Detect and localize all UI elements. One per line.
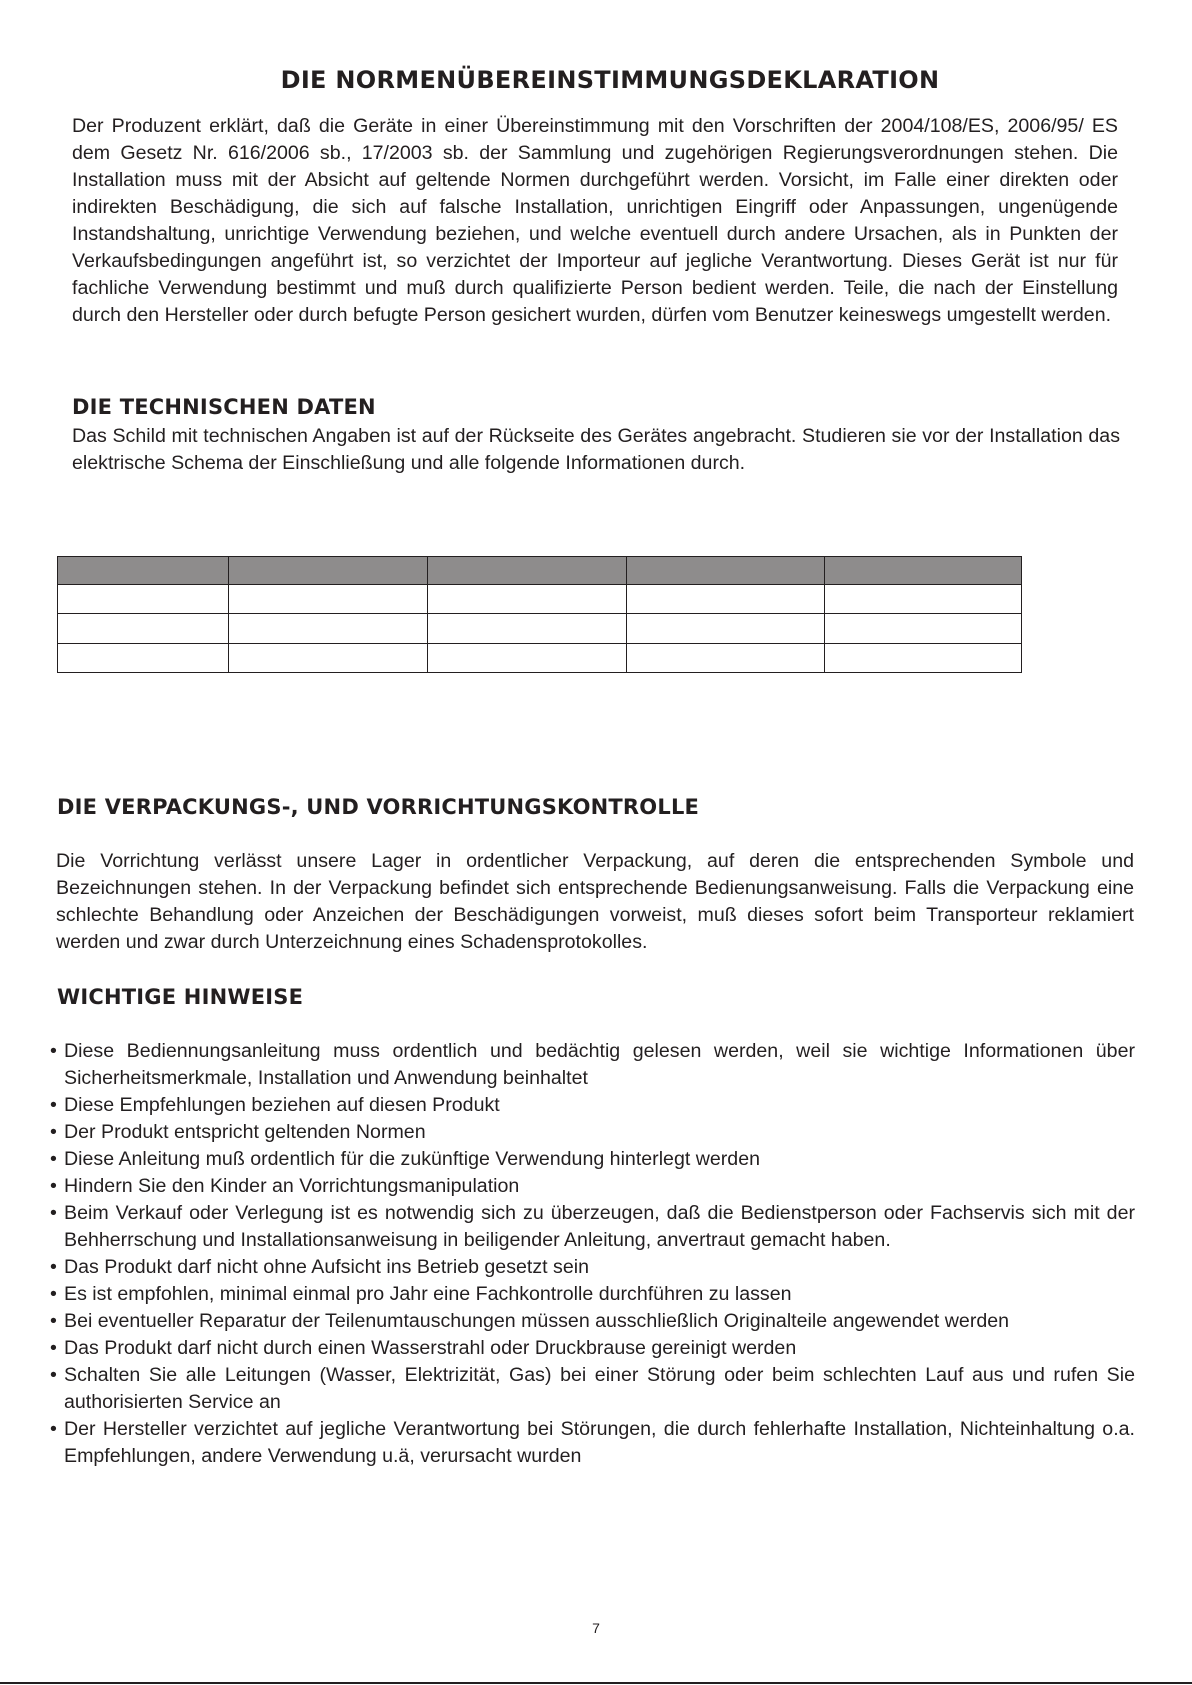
notes-list <box>50 1038 1135 1470</box>
technical-data-paragraph: Das Schild mit technischen Angaben ist auf der Rückseite des Gerätes angebracht. Studieren sie vor der Installation das elektrische Schema der Einschließung und alle folgende Informationen durch. <box>72 425 1120 474</box>
list-item: • Schalten Sie alle Leitungen (Wasser, Elektrizität, Gas) bei einer Störung oder beim schlechten Lauf aus und rufen Sie authorisierten Service an <box>50 1362 1135 1416</box>
list-item: • Diese Bediennungsanleitung muss ordentlich und bedächtig gelesen werden, weil sie wichtige Informationen über Sicherheitsmerkmale, Installation und Anwendung beinhaltet <box>50 1038 1135 1092</box>
table-cell <box>825 614 1022 643</box>
table-header-row <box>58 557 1022 585</box>
table-cell <box>58 614 229 643</box>
table-cell <box>58 585 229 614</box>
list-item: • Diese Empfehlungen beziehen auf diesen Produkt <box>50 1092 1135 1119</box>
table-cell <box>428 614 627 643</box>
packaging-paragraph: Die Vorrichtung verlässt unsere Lager in ordentlicher Verpackung, auf deren die entsprechenden Symbole und Bezeichnungen stehen. In der Verpackung befindet sich entsprechende Bedienungsanweisung. Falls die Verpackung eine schlechte Behandlung oder Anzeichen der Beschädigungen vorweist, muß dieses sofort beim Transporteur reklamiert werden und zwar durch Unterzeichnung eines Schadensprotokolles. <box>56 850 1134 953</box>
technical-data-heading: DIE TECHNISCHEN DATEN <box>72 395 376 419</box>
technical-data-table <box>57 556 1022 673</box>
table-row <box>58 643 1022 672</box>
list-item: • Beim Verkauf oder Verlegung ist es notwendig sich zu überzeugen, daß die Bedienstperson oder Fachservis sich mit der Behherrschung und Installationsanweisung in beiligender Anleitung, anvertraut gemacht haben. <box>50 1200 1135 1254</box>
table-cell <box>428 585 627 614</box>
table-header-cell <box>229 557 428 585</box>
page-number: 7 <box>592 1620 600 1636</box>
list-item: • Diese Anleitung muß ordentlich für die zukünftige Verwendung hinterlegt werden <box>50 1146 1135 1173</box>
list-item: • Der Hersteller verzichtet auf jegliche Verantwortung bei Störungen, die durch fehlerhafte Installation, Nichteinhaltung o.a. Empfehlungen, andere Verwendung u.ä, verursacht wurden <box>50 1416 1135 1470</box>
table-cell <box>229 585 428 614</box>
table-cell <box>229 614 428 643</box>
table-header-cell <box>58 557 229 585</box>
list-item: • Bei eventueller Reparatur der Teilenumtauschungen müssen ausschließlich Originalteile angewendet werden <box>50 1308 1135 1335</box>
table-cell <box>627 614 825 643</box>
table-cell <box>229 643 428 672</box>
page-title: DIE NORMENÜBEREINSTIMMUNGSDEKLARATION <box>280 66 940 94</box>
table-cell <box>58 643 229 672</box>
packaging-heading: DIE VERPACKUNGS-, UND VORRICHTUNGSKONTROLLE <box>57 795 700 819</box>
table-cell <box>825 585 1022 614</box>
table-header-cell <box>825 557 1022 585</box>
list-item: • Der Produkt entspricht geltenden Normen <box>50 1119 1135 1146</box>
table-cell <box>428 643 627 672</box>
table-cell <box>627 643 825 672</box>
notes-heading: WICHTIGE HINWEISE <box>57 985 304 1009</box>
declaration-paragraph: Der Produzent erklärt, daß die Geräte in einer Übereinstimmung mit den Vorschriften der 2004/108/ES, 2006/95/ ES dem Gesetz Nr. 616/2006 sb., 17/2003 sb. der Sammlung und zugehörigen Regierungsverordnungen stehen. Die Installation muss mit der Absicht auf geltende Normen durchgeführt werden. Vorsicht, im Falle einer direkten oder indirekten Beschädigung, die sich auf falsche Installation, unrichtigen Eingriff oder Anpassungen, ungenügende Instandshaltung, unrichtige Verwendung beziehen, und welche eventuell durch andere Ursachen, als in Punkten der Verkaufsbedingungen angeführt ist, so verzichtet der Importeur auf jegliche Verantwortung. Dieses Gerät ist nur für fachliche Verwendung bestimmt und muß durch qualifizierte Person bedient werden. Teile, die nach der Einstellung durch den Hersteller oder durch befugte Person gesichert wurden, dürfen vom Benutzer keineswegs umgestellt werden. <box>72 115 1118 326</box>
bottom-divider <box>0 1682 1192 1684</box>
table-cell <box>627 585 825 614</box>
list-item: • Es ist empfohlen, minimal einmal pro Jahr eine Fachkontrolle durchführen zu lassen <box>50 1281 1135 1308</box>
table-cell <box>825 643 1022 672</box>
list-item: • Hindern Sie den Kinder an Vorrichtungsmanipulation <box>50 1173 1135 1200</box>
list-item: • Das Produkt darf nicht durch einen Wasserstrahl oder Druckbrause gereinigt werden <box>50 1335 1135 1362</box>
table-header-cell <box>627 557 825 585</box>
table-row <box>58 614 1022 643</box>
list-item: • Das Produkt darf nicht ohne Aufsicht ins Betrieb gesetzt sein <box>50 1254 1135 1281</box>
table-header-cell <box>428 557 627 585</box>
table-row <box>58 585 1022 614</box>
